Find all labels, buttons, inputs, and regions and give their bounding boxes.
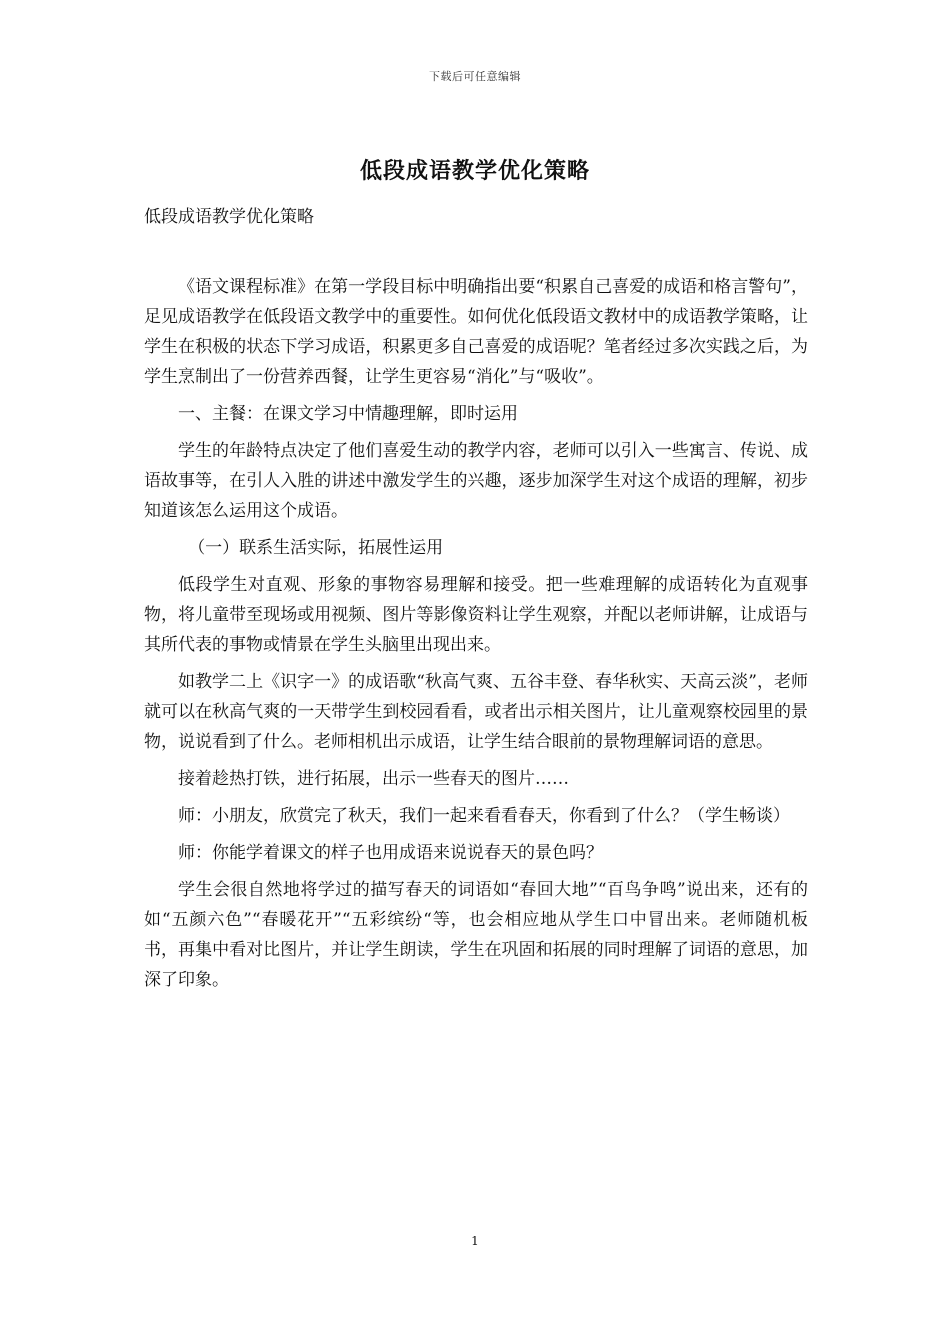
- paragraph-intuitive-learning: 低段学生对直观、形象的事物容易理解和接受。把一些难理解的成语转化为直观事物，将儿童带至现场或用视频、图片等影像资料让学生观察，并配以老师讲解，让成语与其所代表的事物或情景在学生头脑里出现出来。: [144, 575, 808, 655]
- document-body: [144, 272, 808, 1002]
- document-title: 低段成语教学优化策略: [359, 158, 590, 184]
- page-header-note: 下载后可任意编辑: [429, 70, 521, 83]
- paragraph-autumn-example: 如教学二上《识字一》的成语歌“秋高气爽、五谷丰登、春华秋实、天高云淡”，老师就可以在秋高气爽的一天带学生到校园看看，或者出示相关图片，让儿童观察校园里的景物，说说看到了什么。老师相机出示成语，让学生结合眼前的景物理解词语的意思。: [144, 672, 808, 752]
- section-heading-main-course: 一、主餐：在课文学习中情趣理解，即时运用: [178, 404, 518, 424]
- paragraph-age-characteristics: 学生的年龄特点决定了他们喜爱生动的教学内容，老师可以引入一些寓言、传说、成语故事等，在引人入胜的讲述中激发学生的兴趣，逐步加深学生对这个成语的理解，初步知道该怎么运用这个成语。: [144, 441, 808, 521]
- paragraph-intro: 《语文课程标准》在第一学段目标中明确指出要“积累自己喜爱的成语和格言警句”，足见成语教学在低段语文教学中的重要性。如何优化低段语文教材中的成语教学策略，让学生在积极的状态下学习成语，积累更多自己喜爱的成语呢？笔者经过多次实践之后，为学生烹制出了一份营养西餐，让学生更容易“消化”与“吸收”。: [144, 277, 808, 387]
- paragraph-spring-extension: 接着趁热打铁，进行拓展，出示一些春天的图片……: [178, 769, 569, 789]
- page-number: 1: [471, 1234, 479, 1248]
- subsection-heading-life-connection: （一）联系生活实际，拓展性运用: [188, 538, 444, 558]
- document-subtitle: 低段成语教学优化策略: [144, 207, 314, 227]
- paragraph-teacher-question-2: 师：你能学着课文的样子也用成语来说说春天的景色吗？: [178, 843, 603, 863]
- paragraph-teacher-question-1: 师：小朋友，欣赏完了秋天，我们一起来看看春天，你看到了什么？（学生畅谈）: [178, 806, 790, 826]
- paragraph-student-response: 学生会很自然地将学过的描写春天的词语如“春回大地”“百鸟争鸣”说出来，还有的如“五颜六色”“春暖花开”“五彩缤纷“等，也会相应地从学生口中冒出来。老师随机板书，再集中看对比图片，并让学生朗读，学生在巩固和拓展的同时理解了词语的意思，加深了印象。: [144, 880, 808, 990]
